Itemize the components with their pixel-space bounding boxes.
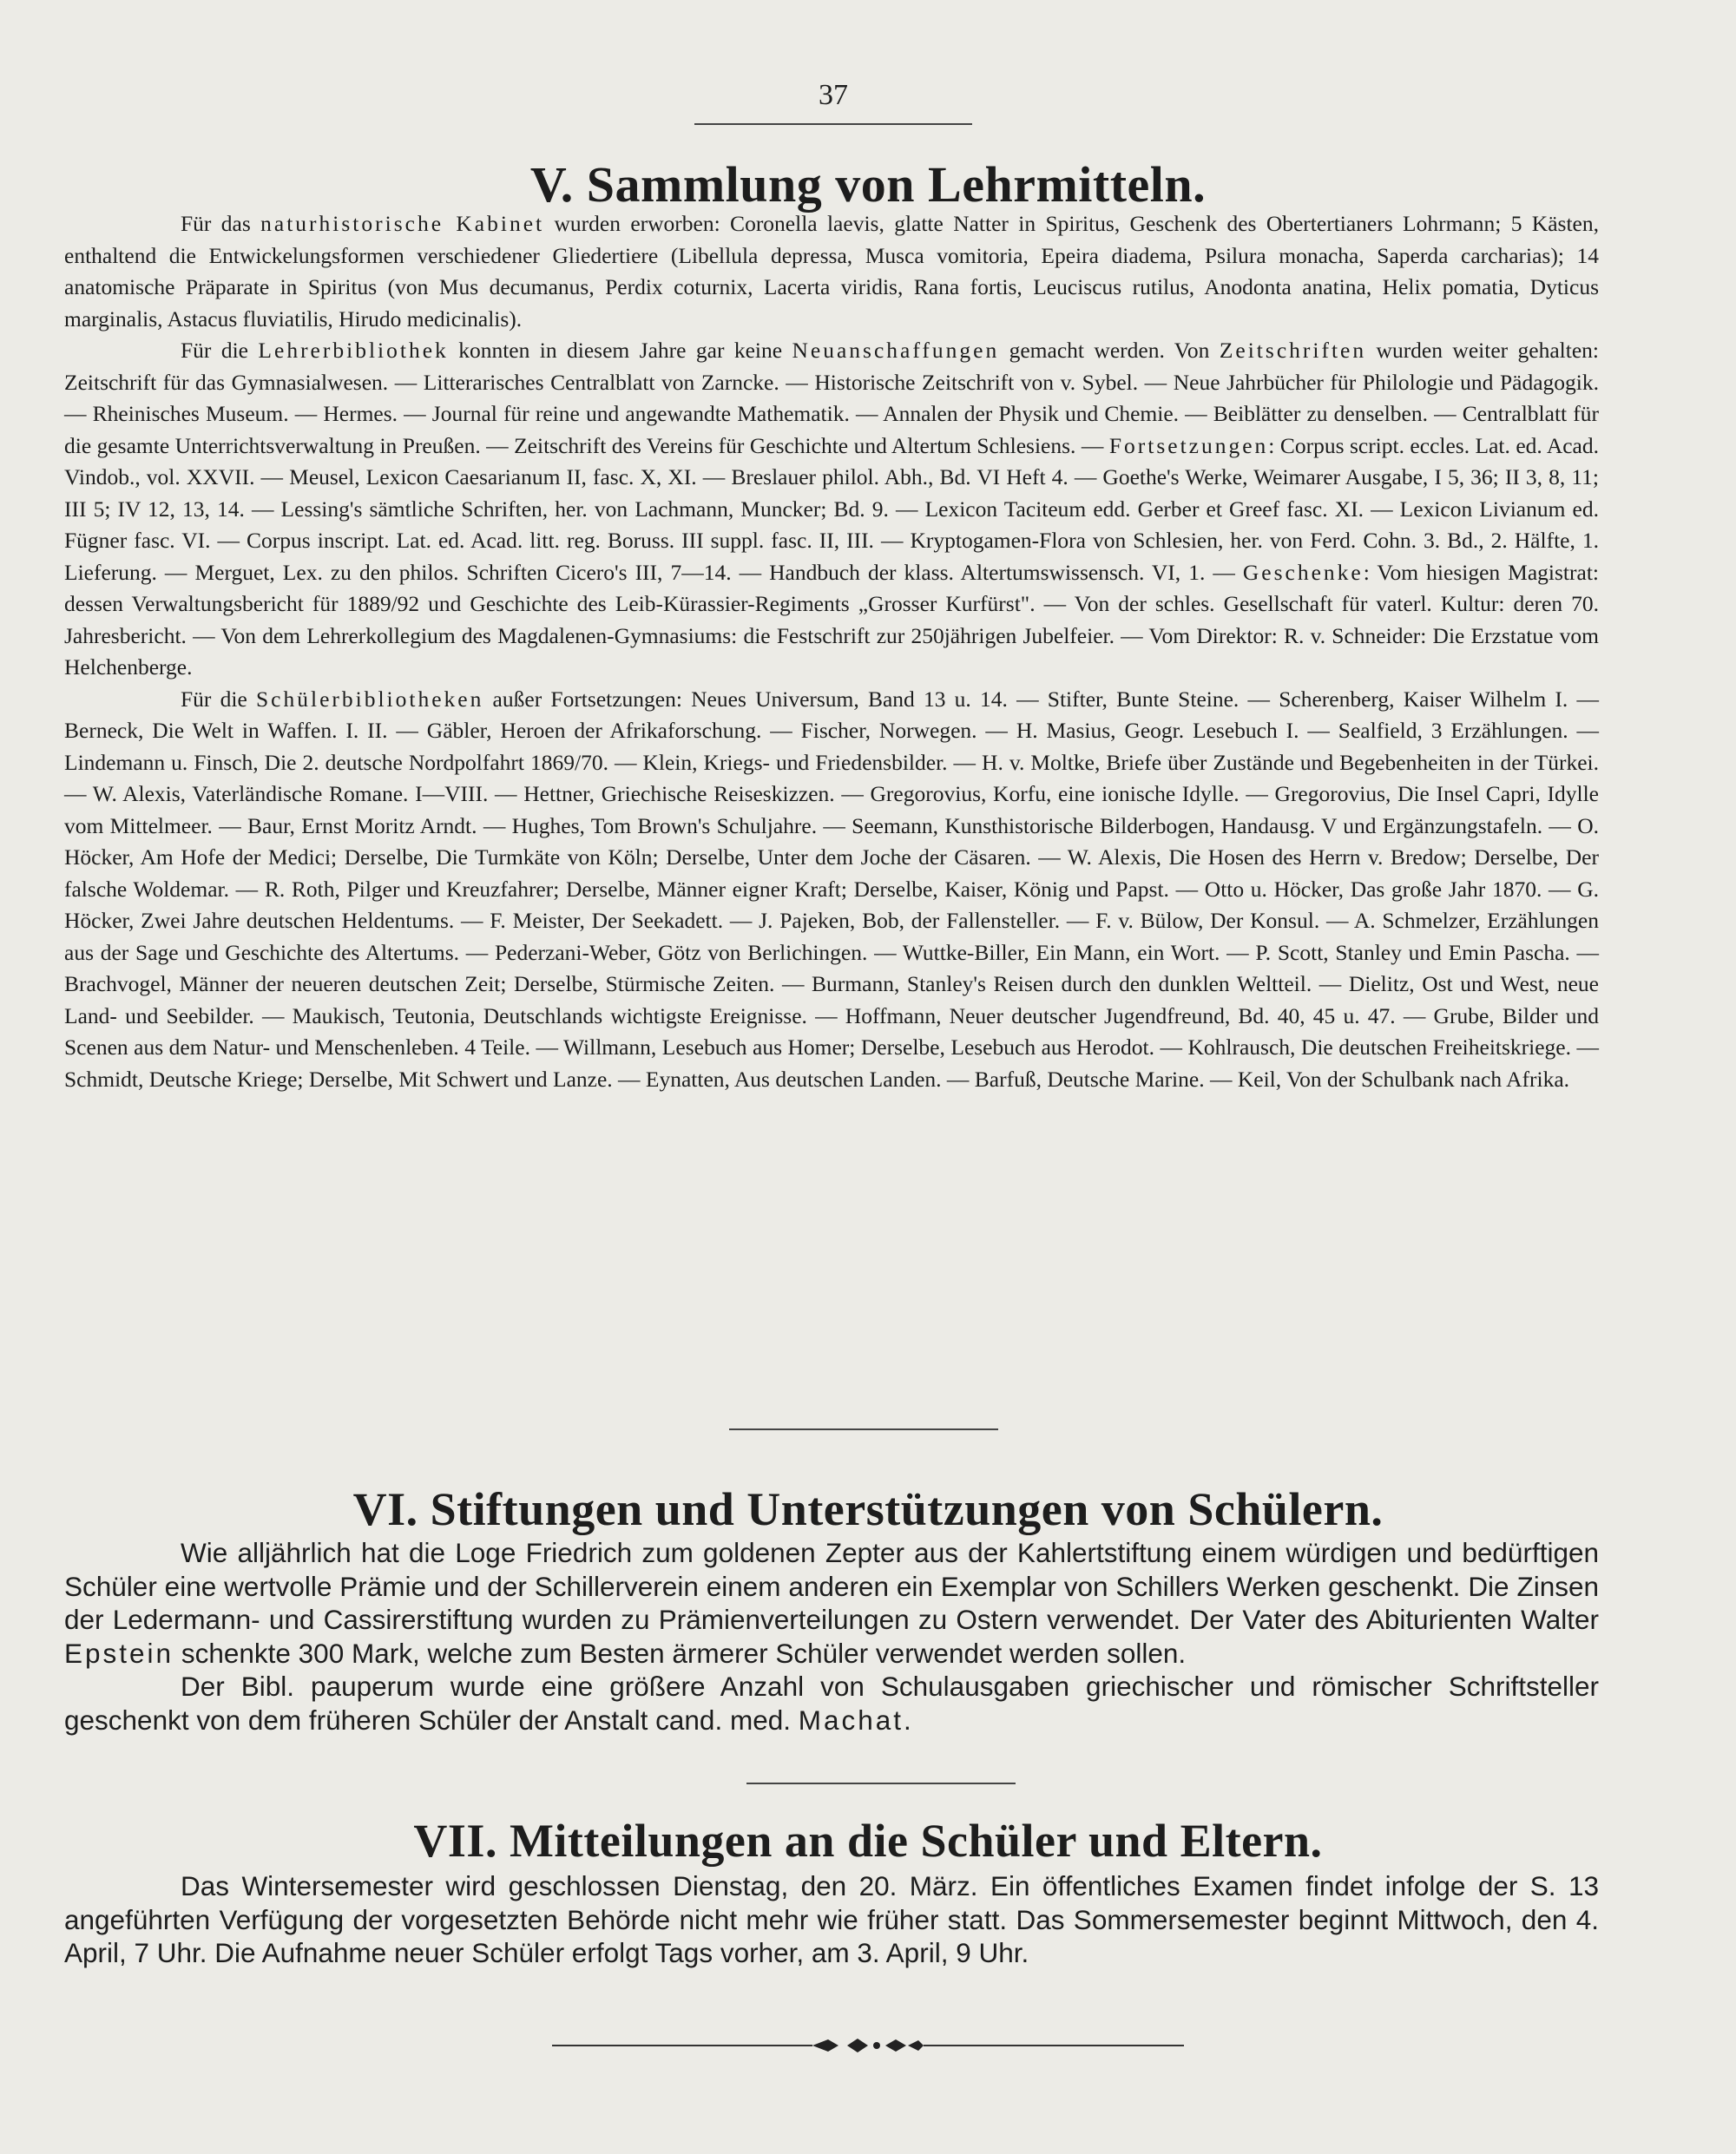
section-7-heading: VII. Mitteilungen an die Schüler und Eltern. <box>413 1815 1323 1867</box>
spaced-term: Neuanschaffungen <box>792 338 1000 363</box>
spaced-term: Schülerbibliotheken <box>255 686 484 712</box>
paragraph-naturhistorisches-kabinet: Für das naturhistorische Kabinet wurden erworben: Coronella laevis, glatte Natter in Spiritus, Geschenk des Obertertianers Lohrmann; 5 Kästen, enthaltend die Entwickelungsformen verschiedener Gliedertiere (Libellula depressa, Musca vomitoria, Epeira diadema, Psilura monacha, Saperda carcharias); 14 anatomische Präparate in Spiritus (von Mus decumanus, Perdix coturnix, Lacerta viridis, Rana fortis, Leuciscus rutilus, Anodonta anatina, Helix pomatia, Dyticus marginalis, Astacus fluviatilis, Hirudo medicinalis). <box>64 211 1599 332</box>
paragraph-stiftungen: Wie alljährlich hat die Loge Friedrich zum goldenen Zepter aus der Kahlertstiftung einem würdigen und bedürftigen Schüler eine wertvolle Prämie und der Schillerverein einem anderen ein Exemplar von Schillers Werken geschenkt. Die Zinsen der Ledermann- und Cassirerstiftung wurden zu Prämienverteilungen zu Ostern verwendet. Der Vater des Abiturienten Walter Epstein schenkte 300 Mark, welche zum Besten ärmerer Schüler verwendet werden sollen. <box>64 1537 1599 1669</box>
spaced-term: Lehrerbibliothek <box>258 338 449 363</box>
page-number: 37 <box>819 79 848 111</box>
spaced-term: Geschenke <box>1242 559 1364 585</box>
end-ornament <box>552 2033 1184 2059</box>
section-divider <box>746 1783 1016 1784</box>
spaced-term: Machat <box>798 1704 904 1736</box>
section-5-body <box>64 208 1599 1095</box>
section-6-body <box>64 1536 1599 1737</box>
spaced-term: Epstein <box>64 1637 174 1669</box>
spaced-term: naturhistorische Kabinet <box>260 211 545 236</box>
top-divider <box>694 123 972 125</box>
paragraph-lehrerbibliothek: Für die Lehrerbibliothek konnten in diesem Jahre gar keine Neuanschaffungen gemacht werden. Von Zeitschriften wurden weiter gehalten: Zeitschrift für das Gymnasialwesen. — Litterarisches Centralblatt von Zarncke. — Historische Zeitschrift von v. Sybel. — Neue Jahrbücher für Philologie und Pädagogik. — Rheinisches Museum. — Hermes. — Journal für reine und angewandte Mathematik. — Annalen der Physik und Chemie. — Beiblätter zu denselben. — Centralblatt für die gesamte Unterrichtsverwaltung in Preußen. — Zeitschrift des Vereins für Geschichte und Altertum Schlesiens. — Fortsetzungen: Corpus script. eccles. Lat. ed. Acad. Vindob., vol. XXVII. — Meusel, Lexicon Caesarianum II, fasc. X, XI. — Breslauer philol. Abh., Bd. VI Heft 4. — Goethe's Werke, Weimarer Ausgabe, I 5, 36; II 3, 8, 11; III 5; IV 12, 13, 14. — Lessing's sämtliche Schriften, her. von Lachmann, Muncker; Bd. 9. — Lexicon Taciteum edd. Gerber et Greef fasc. XI. — Lexicon Livianum ed. Fügner fasc. VI. — Corpus inscript. Lat. ed. Acad. litt. reg. Boruss. III suppl. fasc. II, III. — Kryptogamen-Flora von Schlesien, her. von Ferd. Cohn. 3. Bd., 2. Hälfte, 1. Lieferung. — Merguet, Lex. zu den philos. Schriften Cicero's III, 7—14. — Handbuch der klass. Altertumswissensch. VI, 1. — Geschenke: Vom hiesigen Magistrat: dessen Verwaltungsbericht für 1889/92 und Geschichte des Leib-Kürassier-Regiments „Grosser Kurfürst". — Von der schles. Gesellschaft für vaterl. Kultur: deren 70. Jahresbericht. — Von dem Lehrerkollegium des Magdalenen-Gymnasiums: die Festschrift zur 250jährigen Jubelfeier. — Vom Direktor: R. v. Schneider: Die Erzstatue vom Helchenberge. <box>64 338 1600 680</box>
section-5-heading: V. Sammlung von Lehrmitteln. <box>529 156 1207 213</box>
spaced-term: Fortsetzungen <box>1108 432 1269 458</box>
section-6-heading: VI. Stiftungen und Unterstützungen von Schülern. <box>352 1483 1384 1535</box>
spaced-term: Zeitschriften <box>1219 338 1367 363</box>
section-7-body <box>64 1869 1599 1970</box>
paragraph-bibl-pauperum: Der Bibl. pauperum wurde eine größere Anzahl von Schulausgaben griechischer und römischer Schriftsteller geschenkt von dem früheren Schüler der Anstalt cand. med. Machat. <box>64 1671 1599 1736</box>
paragraph-mitteilungen: Das Wintersemester wird geschlossen Dienstag, den 20. März. Ein öffentliches Examen findet infolge der S. 13 angeführten Verfügung der vorgesetzten Behörde nicht mehr wie früher statt. Das Sommersemester beginnt Mittwoch, den 4. April, 7 Uhr. Die Aufnahme neuer Schüler erfolgt Tags vorher, am 3. April, 9 Uhr. <box>64 1870 1599 1968</box>
paragraph-schuelerbibliotheken: Für die Schülerbibliotheken außer Fortsetzungen: Neues Universum, Band 13 u. 14. — Stifter, Bunte Steine. — Scherenberg, Kaiser Wilhelm I. — Berneck, Die Welt in Waffen. I. II. — Gäbler, Heroen der Afrikaforschung. — Fischer, Norwegen. — H. Masius, Geogr. Lesebuch I. — Sealfield, 3 Erzählungen. — Lindemann u. Finsch, Die 2. deutsche Nordpolfahrt 1869/70. — Klein, Kriegs- und Friedensbilder. — H. v. Moltke, Briefe über Zustände und Begebenheiten in der Türkei. — W. Alexis, Vaterländische Romane. I—VIII. — Hettner, Griechische Reiseskizzen. — Gregorovius, Korfu, eine ionische Idylle. — Gregorovius, Die Insel Capri, Idylle vom Mittelmeer. — Baur, Ernst Moritz Arndt. — Hughes, Tom Brown's Schuljahre. — Seemann, Kunsthistorische Bilderbogen, Handausg. V und Ergänzungstafeln. — O. Höcker, Am Hofe der Medici; Derselbe, Die Turmkäte von Köln; Derselbe, Unter dem Joche der Cäsaren. — W. Alexis, Die Hosen des Herrn v. Bredow; Derselbe, Der falsche Woldemar. — R. Roth, Pilger und Kreuzfahrer; Derselbe, Männer eigner Kraft; Derselbe, Kaiser, König und Papst. — Otto u. Höcker, Das große Jahr 1870. — G. Höcker, Zwei Jahre deutschen Heldentums. — F. Meister, Der Seekadett. — J. Pajeken, Bob, der Fallensteller. — F. v. Bülow, Der Konsul. — A. Schmelzer, Erzählungen aus der Sage und Geschichte des Altertums. — Pederzani-Weber, Götz von Berlichingen. — Wuttke-Biller, Ein Mann, ein Wort. — P. Scott, Stanley und Emin Pascha. — Brachvogel, Männer der neueren deutschen Zeit; Derselbe, Stürmische Zeiten. — Burmann, Stanley's Reisen durch den dunklen Weltteil. — Dielitz, Ost und West, neue Land- und Seebilder. — Maukisch, Teutonia, Deutschlands wichtigste Ereignisse. — Hoffmann, Neuer deutscher Jugendfreund, Bd. 40, 45 u. 47. — Grube, Bilder und Scenen aus dem Natur- und Menschenleben. 4 Teile. — Willmann, Lesebuch aus Homer; Derselbe, Lesebuch aus Herodot. — Kohlrausch, Die deutschen Freiheitskriege. — Schmidt, Deutsche Kriege; Derselbe, Mit Schwert und Lanze. — Eynatten, Aus deutschen Landen. — Barfuß, Deutsche Marine. — Keil, Von der Schulbank nach Afrika. <box>64 686 1600 1092</box>
section-divider <box>729 1428 998 1430</box>
